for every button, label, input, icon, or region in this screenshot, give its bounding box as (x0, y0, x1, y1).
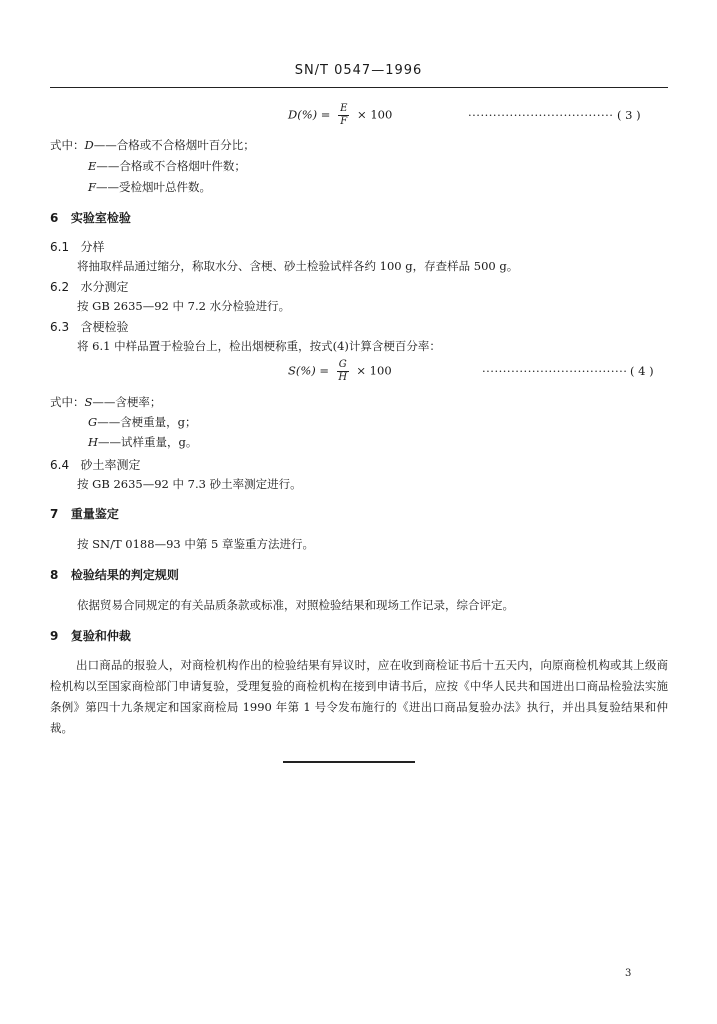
where-3-dash: —— (95, 180, 119, 194)
where-4-dash: —— (92, 395, 116, 409)
formula-3-dots: ··································· (468, 108, 614, 122)
section-7-text: 按 SN/T 0188—93 中第 5 章鉴重方法进行。 (77, 537, 314, 551)
formula-3-numerator: E (340, 103, 348, 114)
section-6-3-text: 将 6.1 中样品置于检验台上，检出烟梗称重，按式(4)计算含梗百分率： (77, 339, 441, 353)
where-4-dash: —— (98, 435, 122, 449)
section-7-title: 重量鉴定 (70, 507, 119, 521)
where-4-line-2 (88, 414, 197, 430)
section-8-text: 依据贸易合同规定的有关品质条款或标准，对照检验结果和现场工作记录，综合评定。 (77, 598, 514, 612)
where-4-prefix: 式中： (50, 395, 85, 409)
where-4-dash: —— (97, 415, 121, 429)
section-9-number: 9 (50, 629, 59, 643)
where-3-dash: —— (93, 138, 117, 152)
section-7-heading (50, 505, 119, 522)
where-3-prefix: 式中： (50, 138, 85, 152)
formula-4-numerator: G (338, 359, 347, 370)
where-4-line-1 (50, 394, 161, 410)
formula-4-lhs: S(%) = (288, 363, 330, 378)
section-8-number: 8 (50, 568, 59, 582)
section-6-1-title: 分样 (80, 240, 105, 254)
section-9-title: 复验和仲裁 (70, 629, 131, 643)
section-6-2-heading (50, 278, 129, 295)
section-9-text: 出口商品的报验人，对商检机构作出的检验结果有异议时，应在收到商检证书后十五天内，向原商检机构或其上级商检机构以至国家商检部门申请复验，受理复验的商检机构在接到申请书后，应按《中华人民共和国进出口商品检验法实施条例》第四十九条规定和国家商检局 1990 年第 1 号令发布施行的《进出口商品复验办法》执行，并出具复验结果和仲裁。 (50, 658, 668, 735)
section-6-2-title: 水分测定 (80, 280, 129, 294)
end-rule (283, 761, 415, 763)
section-6-3-number: 6.3 (50, 320, 70, 334)
where-3-desc-f: 受检烟叶总件数。 (118, 180, 211, 194)
formula-4-fraction (337, 360, 349, 383)
where-4-line-3 (88, 434, 197, 450)
formula-3-number: ( 3 ) (617, 108, 641, 122)
formula-3-fraction (338, 104, 349, 127)
formula-4 (288, 360, 392, 383)
where-3-var-f: F (88, 180, 96, 194)
section-7-number: 7 (50, 507, 59, 521)
section-6-title: 实验室检验 (70, 211, 131, 225)
where-3-dash: —— (96, 159, 120, 173)
section-6-number: 6 (50, 211, 59, 225)
formula-3-denominator: F (340, 116, 348, 127)
where-3-var-d: D (84, 138, 94, 152)
formula-3-lhs: D(%) = (288, 107, 331, 122)
page-number: 3 (625, 968, 632, 979)
header-rule (50, 87, 668, 88)
standard-code: SN/T 0547—1996 (294, 63, 423, 78)
where-3-desc-e: 合格或不合格烟叶件数； (119, 159, 246, 173)
formula-4-dots: ··································· (482, 364, 628, 378)
where-3-line-2 (88, 158, 246, 174)
formula-4-denominator: H (338, 372, 348, 383)
section-6-2-number: 6.2 (50, 280, 70, 294)
where-3-line-1 (50, 137, 255, 153)
where-3-line-3 (88, 179, 211, 195)
where-4-desc-s: 含梗率； (115, 395, 162, 409)
section-6-3-title: 含梗检验 (80, 320, 129, 334)
section-6-heading (50, 209, 131, 226)
section-6-2-text: 按 GB 2635—92 中 7.2 水分检验进行。 (77, 299, 291, 313)
where-4-desc-g: 含梗重量，g； (120, 415, 197, 429)
section-9-heading (50, 627, 131, 644)
where-4-var-h: H (88, 435, 99, 449)
where-3-var-e: E (88, 159, 97, 173)
where-3-desc-d: 合格或不合格烟叶百分比； (116, 138, 255, 152)
section-6-4-text: 按 GB 2635—92 中 7.3 砂土率测定进行。 (77, 477, 302, 491)
section-8-heading (50, 566, 179, 583)
section-6-1-number: 6.1 (50, 240, 70, 254)
where-4-var-g: G (88, 415, 98, 429)
formula-4-number: ( 4 ) (630, 364, 654, 378)
section-6-3-heading (50, 318, 129, 335)
section-6-1-text: 将抽取样品通过缩分，称取水分、含梗、砂土检验试样各约 100 g，存查样品 500 g。 (77, 259, 519, 273)
section-8-title: 检验结果的判定规则 (70, 568, 179, 582)
formula-4-rhs: × 100 (356, 363, 392, 378)
section-6-1-heading (50, 238, 105, 255)
where-4-desc-h: 试样重量，g。 (121, 435, 198, 449)
formula-3 (288, 104, 392, 127)
formula-3-rhs: × 100 (357, 107, 393, 122)
where-4-var-s: S (84, 395, 93, 409)
section-6-4-heading (50, 456, 141, 473)
section-6-4-number: 6.4 (50, 458, 70, 472)
section-6-4-title: 砂土率测定 (80, 458, 141, 472)
